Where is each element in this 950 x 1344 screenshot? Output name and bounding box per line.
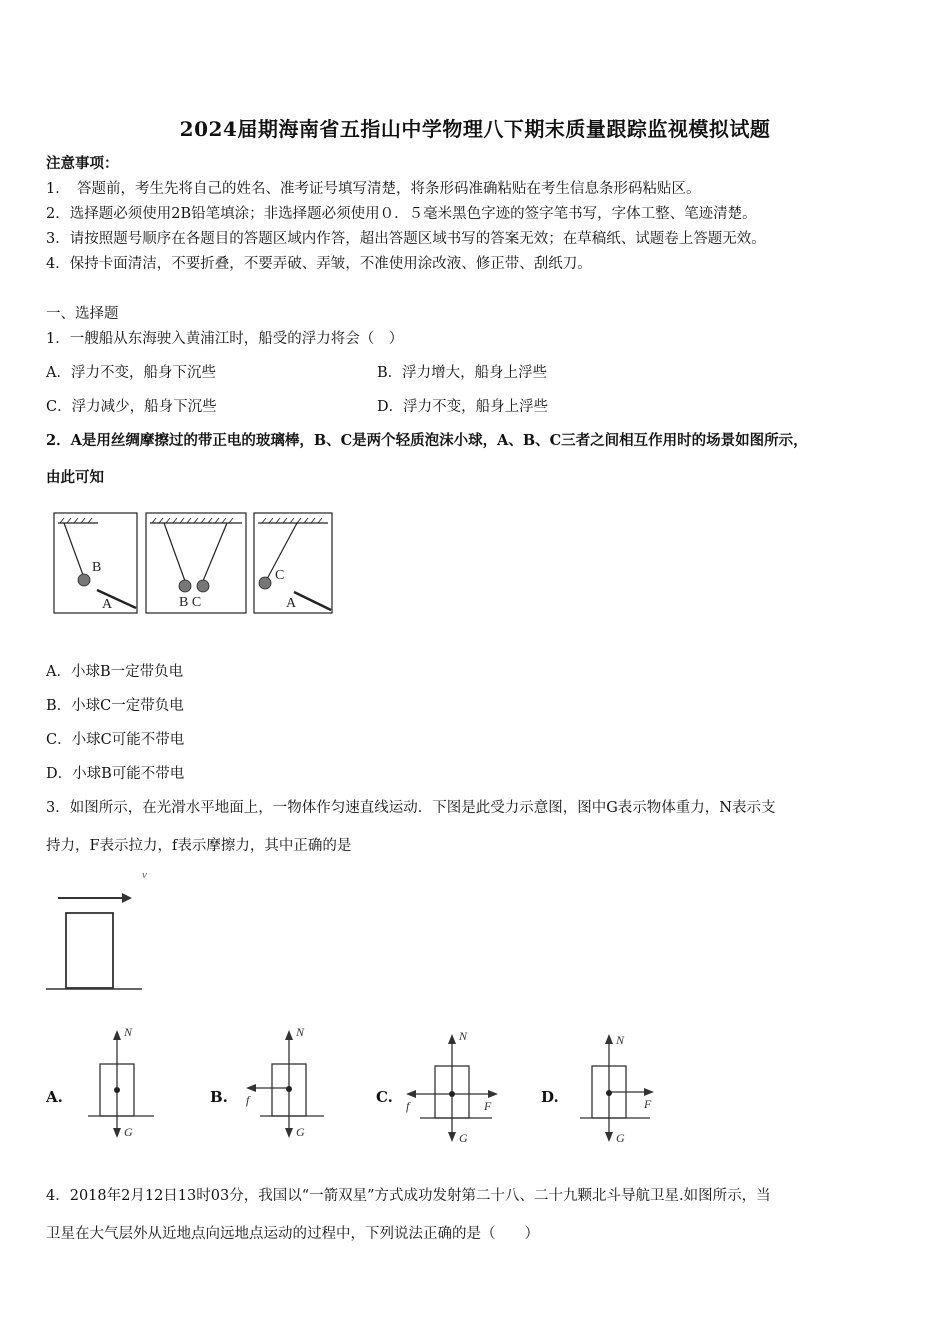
q2-stem-line1: 2．A是用丝绸摩擦过的带正电的玻璃棒，B、C是两个轻质泡沫小球，A、B、C三者之间相互作用时的场景如图所示，	[46, 432, 808, 449]
q2-stem-line2: 由此可知	[46, 469, 104, 486]
force-g-label: G	[296, 1125, 305, 1139]
q1-stem: 1．一艘船从东海驶入黄浦江时，船受的浮力将会（ ）	[46, 331, 404, 347]
q3-option-b-diagram	[236, 1022, 326, 1146]
ball-b	[179, 580, 191, 592]
q2-option-c: C．小球C可能不带电	[46, 732, 185, 748]
label-c: C	[275, 568, 285, 583]
force-f-friction-label: f	[246, 1093, 250, 1107]
q3-option-a-label: A.	[46, 1088, 63, 1106]
q1-option-d: D．浮力不变，船身上浮些	[377, 399, 549, 415]
ball-c	[259, 577, 271, 589]
force-n-label: N	[124, 1025, 133, 1039]
force-g-label: G	[459, 1131, 468, 1145]
q4-stem-line1: 4．2018年2月12日13时03分，我国以“一箭双星”方式成功发射第二十八、二十九颗北斗导航卫星.如图所示，当	[46, 1188, 771, 1204]
force-n-label: N	[616, 1033, 625, 1047]
q3-option-d-diagram	[574, 1026, 674, 1150]
q3-option-c-label: C.	[376, 1088, 393, 1106]
q3-option-c-diagram	[400, 1026, 510, 1150]
section-heading: 一、选择题	[46, 306, 119, 322]
force-n-label: N	[459, 1029, 468, 1043]
q3-option-d-label: D.	[541, 1088, 559, 1106]
label-b: B	[92, 560, 102, 575]
q2-figure	[52, 510, 342, 618]
velocity-label: v	[142, 869, 147, 881]
force-f-friction-label: f	[406, 1099, 410, 1113]
q3-stem-line1: 3．如图所示，在光滑水平地面上，一物体作匀速直线运动．下图是此受力示意图，图中G表示物体重力，N表示支	[46, 800, 776, 816]
label-a: A	[286, 596, 297, 611]
ball-b	[78, 574, 90, 586]
q2-option-d: D．小球B可能不带电	[46, 766, 185, 782]
q1-option-c: C．浮力减少，船身下沉些	[46, 399, 217, 415]
notice-heading: 注意事项：	[46, 155, 119, 172]
force-f-pull-label: F	[644, 1097, 652, 1111]
q1-option-a: A．浮力不变，船身下沉些	[46, 365, 216, 381]
notice-item: 3．请按照题号顺序在各题目的答题区域内作答，超出答题区域书写的答案无效；在草稿纸、试题卷上答题无效。	[46, 231, 766, 247]
force-g-label: G	[124, 1125, 133, 1139]
notice-item: 2．选择题必须使用2B铅笔填涂；非选择题必须使用０．５毫米黑色字迹的签字笔书写，字体工整、笔迹清楚。	[46, 206, 757, 222]
notice-item: 4．保持卡面清洁，不要折叠，不要弄破、弄皱，不准使用涂改液、修正带、刮纸刀。	[46, 256, 592, 272]
q3-option-b-label: B.	[210, 1088, 228, 1106]
q3-stem-line2: 持力，F表示拉力，f表示摩擦力，其中正确的是	[46, 838, 352, 854]
q3-option-a-diagram	[84, 1022, 164, 1146]
ball-c	[197, 580, 209, 592]
q3-motion-figure	[44, 866, 164, 996]
label-bc: B C	[179, 595, 202, 610]
page-title: 2024届期海南省五指山中学物理八下期末质量跟踪监视模拟试题	[179, 117, 771, 141]
force-n-label: N	[296, 1025, 305, 1039]
force-f-pull-label: F	[484, 1099, 492, 1113]
q1-option-b: B．浮力增大，船身上浮些	[377, 365, 548, 381]
label-a: A	[102, 597, 113, 612]
force-g-label: G	[616, 1131, 625, 1145]
q2-option-b: B．小球C一定带负电	[46, 698, 184, 714]
q4-stem-line2: 卫星在大气层外从近地点向远地点运动的过程中，下列说法正确的是（ ）	[46, 1226, 539, 1242]
q2-option-a: A．小球B一定带负电	[46, 664, 184, 680]
notice-item: 1． 答题前，考生先将自己的姓名、准考证号填写清楚，将条形码准确粘贴在考生信息条形码粘贴区。	[46, 181, 701, 197]
